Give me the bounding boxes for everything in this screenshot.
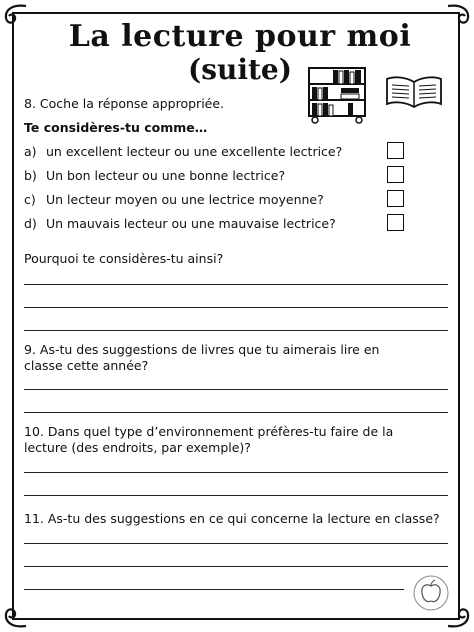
answer-line[interactable] — [24, 412, 448, 413]
answer-line[interactable] — [24, 284, 448, 285]
answer-line[interactable] — [24, 472, 448, 473]
q8-checkbox-a[interactable] — [387, 142, 404, 159]
q8-prompt: 8. Coche la réponse appropriée. — [24, 96, 225, 111]
corner-flourish-icon — [2, 602, 30, 630]
option-letter: a) — [24, 144, 37, 159]
q8-option-a — [24, 143, 342, 161]
open-book-icon — [384, 74, 444, 110]
q9-line2: classe cette année? — [24, 358, 149, 373]
page-title: La lecture pour moi — [68, 19, 412, 54]
q8-checkbox-d[interactable] — [387, 214, 404, 231]
option-text: Un mauvais lecteur ou une mauvaise lectrice? — [46, 216, 336, 231]
answer-line[interactable] — [24, 566, 448, 567]
q8-option-b — [24, 167, 285, 185]
answer-line[interactable] — [24, 543, 448, 544]
option-letter: b) — [24, 168, 37, 183]
answer-line[interactable] — [24, 589, 404, 590]
page-subtitle: (suite) — [187, 53, 292, 86]
answer-line[interactable] — [24, 389, 448, 390]
answer-line[interactable] — [24, 495, 448, 496]
apple-logo-icon — [412, 574, 450, 612]
q8-lead: Te considères-tu comme… — [24, 120, 208, 135]
corner-flourish-icon — [2, 2, 30, 30]
corner-flourish-icon — [444, 2, 472, 30]
q8-option-c — [24, 191, 324, 209]
option-letter: d) — [24, 216, 37, 231]
option-letter: c) — [24, 192, 36, 207]
q10-line1: 10. Dans quel type d’environnement préfères-tu faire de la — [24, 424, 394, 439]
option-text: Un bon lecteur ou une bonne lectrice? — [46, 168, 286, 183]
q11-line1: 11. As-tu des suggestions en ce qui concerne la lecture en classe? — [24, 511, 440, 526]
option-text: un excellent lecteur ou une excellente lectrice? — [46, 144, 343, 159]
q8-checkbox-b[interactable] — [387, 166, 404, 183]
bookshelf-icon — [303, 66, 371, 124]
answer-line[interactable] — [24, 307, 448, 308]
q8-option-d — [24, 215, 336, 233]
q8-checkbox-c[interactable] — [387, 190, 404, 207]
answer-line[interactable] — [24, 330, 448, 331]
q10-line2: lecture (des endroits, par exemple)? — [24, 440, 251, 455]
q9-line1: 9. As-tu des suggestions de livres que tu aimerais lire en — [24, 342, 380, 357]
option-text: Un lecteur moyen ou une lectrice moyenne? — [46, 192, 324, 207]
q8-followup: Pourquoi te considères-tu ainsi? — [24, 251, 224, 266]
